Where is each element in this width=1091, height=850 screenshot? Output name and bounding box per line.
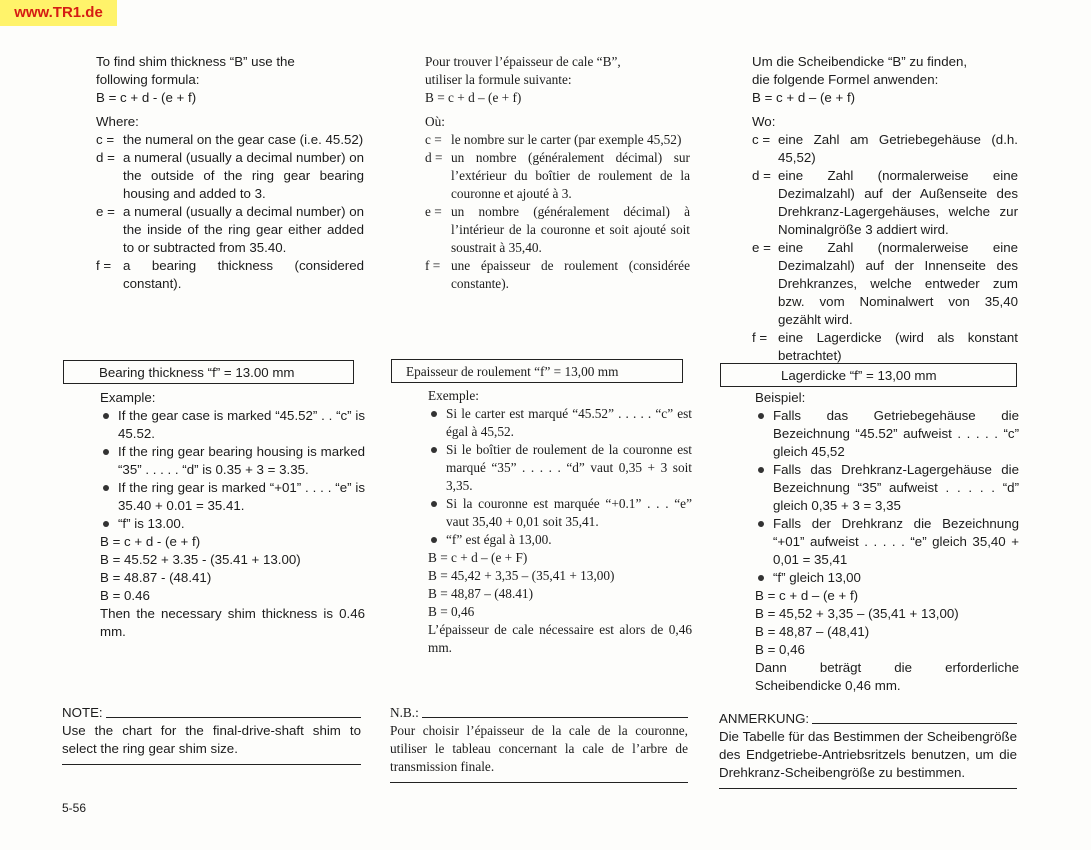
bullet-icon (103, 485, 109, 491)
english-column (96, 53, 364, 293)
formula: B = c + d – (e + f) (425, 90, 522, 105)
watermark-logo: www.TR1.de (0, 0, 117, 26)
bullet-icon (103, 521, 109, 527)
french-note (390, 704, 688, 783)
french-example (428, 387, 692, 657)
definition-e: e = eine Zahl (normalerweise eine Dezimalzahl) auf der Innenseite des Drehkranzes, welche entweder zum bzw. vom Nominalwert von 35,40 gezählt wird. (752, 240, 1018, 327)
conclusion: L’épaisseur de cale nécessaire est alors de 0,46 mm. (428, 622, 692, 655)
french-column (425, 53, 690, 293)
bullet-icon (758, 521, 764, 527)
bullet-item: Si le carter est marqué “45.52” . . . . . “c” est égal à 45,52. (428, 405, 692, 441)
bullet-icon (103, 413, 109, 419)
german-example (755, 389, 1019, 695)
example-label: Beispiel: (755, 390, 806, 405)
bullet-icon (431, 537, 437, 543)
calc-line: B = c + d – (e + f) (755, 588, 859, 603)
bullet-item: “f” gleich 13,00 (755, 569, 1019, 587)
german-column (752, 53, 1018, 365)
bullet-icon (431, 447, 437, 453)
where-label: Wo: (752, 114, 776, 129)
bullet-item: “f” is 13.00. (100, 515, 365, 533)
formula: B = c + d - (e + f) (96, 90, 197, 105)
bullet-item: Falls das Drehkranz-Lagergehäuse die Bezeichnung “35” aufweist . . . . . “d” gleich 0,35 + 3 = 3,35 (755, 461, 1019, 515)
intro-line-1: Pour trouver l’épaisseur de cale “B”, (425, 54, 621, 69)
calc-line: B = 0,46 (428, 604, 475, 619)
divider (62, 764, 361, 765)
divider (719, 788, 1017, 789)
calc-line: B = 45.52 + 3.35 - (35.41 + 13.00) (100, 552, 301, 567)
calc-line: B = 45,52 + 3,35 – (35,41 + 13,00) (755, 606, 959, 621)
note-label: N.B.: (390, 705, 419, 720)
bearing-thickness-box: Lagerdicke “f” = 13,00 mm (720, 363, 1017, 387)
note-label: NOTE: (62, 705, 103, 720)
definition-d: d = a numeral (usually a decimal number) on the outside of the ring gear bearing housing and added to 3. (96, 150, 364, 201)
bullet-item: Si le boîtier de roulement de la couronne est marqué “35” . . . . . “d” vaut 0,35 + 3 soit 3,35. (428, 441, 692, 495)
formula: B = c + d – (e + f) (752, 90, 856, 105)
intro-line-2: following formula: (96, 72, 200, 87)
calc-line: B = 48,87 – (48,41) (755, 624, 870, 639)
german-note (719, 710, 1017, 789)
bullet-icon (758, 467, 764, 473)
where-label: Where: (96, 114, 139, 129)
bullet-item: “f” est égal à 13,00. (428, 531, 692, 549)
bearing-thickness-box: Epaisseur de roulement “f” = 13,00 mm (391, 359, 683, 383)
intro-line-2: utiliser la formule suivante: (425, 72, 572, 87)
english-example (100, 389, 365, 641)
calc-line: B = 0.46 (100, 588, 150, 603)
bullet-icon (431, 411, 437, 417)
definition-e: e = a numeral (usually a decimal number) on the inside of the ring gear either added to or subtracted from 35.40. (96, 204, 364, 255)
bullet-item: If the ring gear bearing housing is marked “35” . . . . . “d” is 0.35 + 3 = 3.35. (100, 443, 365, 479)
definition-c: c = eine Zahl am Getriebegehäuse (d.h. 45,52) (752, 132, 1018, 165)
calc-line: B = c + d - (e + f) (100, 534, 201, 549)
definition-d: d = eine Zahl (normalerweise eine Dezimalzahl) auf der Außenseite des Drehkranz-Lagergehäuses, welche zur Nominalgröße 3 addiert wird. (752, 168, 1018, 237)
page-number: 5-56 (62, 801, 87, 815)
bullet-icon (758, 575, 764, 581)
intro-line-1: Um die Scheibendicke “B” zu finden, (752, 54, 968, 69)
calc-line: B = 0,46 (755, 642, 805, 657)
definition-f: f = a bearing thickness (considered constant). (96, 258, 364, 291)
note-label: ANMERKUNG: (719, 711, 810, 726)
definition-e: e = un nombre (généralement décimal) à l’intérieur de la couronne et soit ajouté soit soustrait à 35,40. (425, 204, 690, 255)
example-label: Example: (100, 390, 156, 405)
definition-c: c = the numeral on the gear case (i.e. 45.52) (96, 132, 364, 147)
bearing-thickness-box: Bearing thickness “f” = 13.00 mm (63, 360, 354, 384)
definition-f: f = eine Lagerdicke (wird als konstant betrachtet) (752, 330, 1018, 363)
english-note (62, 704, 361, 765)
divider (390, 782, 688, 783)
example-label: Exemple: (428, 388, 479, 403)
bullet-icon (431, 501, 437, 507)
note-text: Pour choisir l’épaisseur de la cale de la couronne, utiliser le tableau concernant la cale de l’arbre de transmission finale. (390, 723, 688, 774)
bullet-item: Falls der Drehkranz die Bezeichnung “+01” aufweist . . . . . “e” gleich 35,40 + 0,01 = 35,41 (755, 515, 1019, 569)
note-text: Use the chart for the final-drive-shaft shim to select the ring gear shim size. (62, 723, 361, 756)
calc-line: B = 45,42 + 3,35 – (35,41 + 13,00) (428, 568, 615, 583)
conclusion: Then the necessary shim thickness is 0.46 mm. (100, 606, 365, 639)
intro-line-2: die folgende Formel anwenden: (752, 72, 939, 87)
bullet-item: If the gear case is marked “45.52” . . “c” is 45.52. (100, 407, 365, 443)
note-text: Die Tabelle für das Bestimmen der Scheibengröße des Endgetriebe-Antriebsritzels benutzen, um die Drehkranz-Scheibengröße zu bestimmen. (719, 729, 1017, 780)
bullet-item: Falls das Getriebegehäuse die Bezeichnung “45.52” aufweist . . . . . “c” gleich 45,52 (755, 407, 1019, 461)
where-label: Où: (425, 114, 445, 129)
bullet-icon (103, 449, 109, 455)
calc-line: B = c + d – (e + F) (428, 550, 528, 565)
calc-line: B = 48,87 – (48.41) (428, 586, 534, 601)
bullet-icon (758, 413, 764, 419)
definition-f: f = une épaisseur de roulement (considérée constante). (425, 258, 690, 291)
definition-d: d = un nombre (généralement décimal) sur l’extérieur du boîtier de roulement de la couronne et ajouté à 3. (425, 150, 690, 201)
conclusion: Dann beträgt die erforderliche Scheibendicke 0,46 mm. (755, 660, 1019, 693)
calc-line: B = 48.87 - (48.41) (100, 570, 212, 585)
definition-c: c = le nombre sur le carter (par exemple 45,52) (425, 132, 682, 147)
intro-line-1: To find shim thickness “B” use the (96, 54, 295, 69)
bullet-item: If the ring gear is marked “+01” . . . . “e” is 35.40 + 0.01 = 35.41. (100, 479, 365, 515)
bullet-item: Si la couronne est marquée “+0.1” . . . “e” vaut 35,40 + 0,01 soit 35,41. (428, 495, 692, 531)
